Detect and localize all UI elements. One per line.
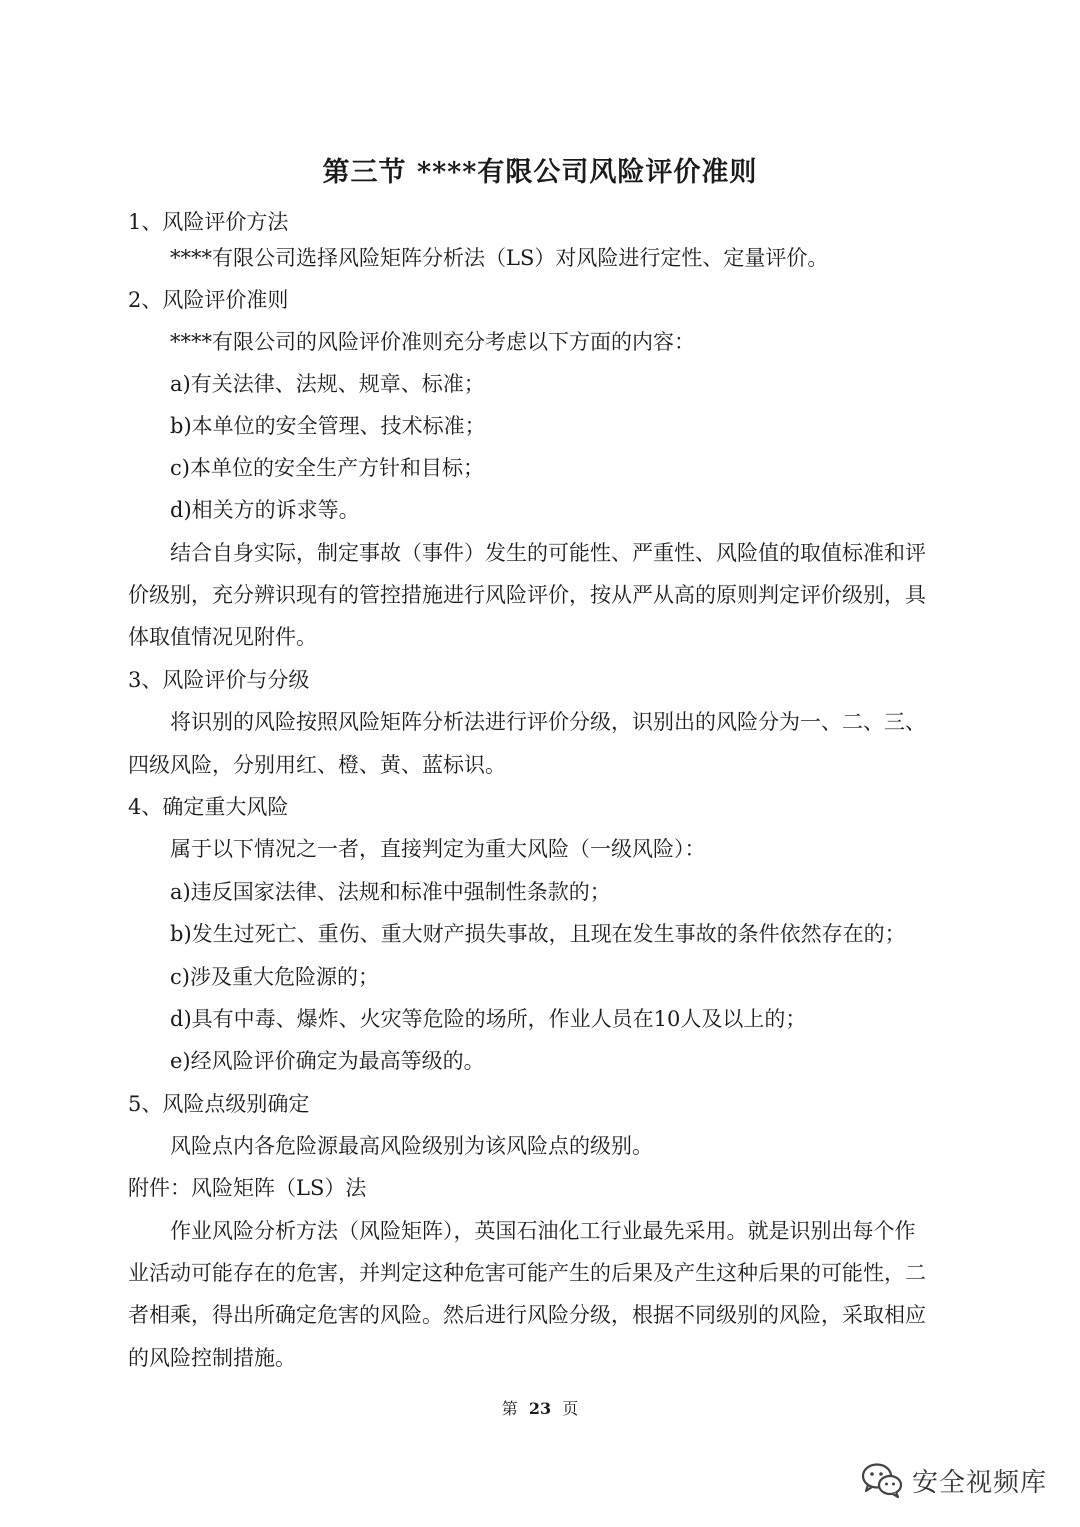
paragraph-line: 将识别的风险按照风险矩阵分析法进行评价分级，识别出的风险分为一、二、三、 xyxy=(170,710,926,734)
footer-suffix: 页 xyxy=(562,1399,579,1418)
paragraph-line: 价级别，充分辨识现有的管控措施进行风险评价，按从严从高的原则判定评价级别，具 xyxy=(128,583,926,607)
paragraph-line: ****有限公司选择风险矩阵分析法（LS）对风险进行定性、定量评价。 xyxy=(170,246,829,270)
list-item: c)本单位的安全生产方针和目标； xyxy=(170,456,484,480)
paragraph-line: 属于以下情况之一者，直接判定为重大风险（一级风险）： xyxy=(170,837,706,861)
paragraph-line: 体取值情况见附件。 xyxy=(128,625,317,649)
watermark xyxy=(860,1456,1047,1504)
list-item: d)相关方的诉求等。 xyxy=(170,498,360,522)
heading-4: 4、确定重大风险 xyxy=(128,795,289,819)
paragraph-line: 四级风险，分别用红、橙、黄、蓝标识。 xyxy=(128,753,506,777)
paragraph-line: ****有限公司的风险评价准则充分考虑以下方面的内容： xyxy=(170,330,695,354)
paragraph-line: 结合自身实际，制定事故（事件）发生的可能性、严重性、风险值的取值标准和评 xyxy=(170,541,926,565)
footer-prefix: 第 xyxy=(501,1399,518,1418)
wechat-icon xyxy=(860,1460,904,1500)
list-item: a)违反国家法律、法规和标准中强制性条款的； xyxy=(170,880,611,904)
paragraph-line: 风险点内各危险源最高风险级别为该风险点的级别。 xyxy=(170,1134,653,1158)
list-item: b)本单位的安全管理、技术标准； xyxy=(170,414,486,438)
heading-3: 3、风险评价与分级 xyxy=(128,668,310,692)
heading-5: 5、风险点级别确定 xyxy=(128,1092,310,1116)
watermark-text: 安全视频库 xyxy=(912,1467,1048,1498)
page-footer xyxy=(0,1396,1080,1419)
list-item: d)具有中毒、爆炸、火灾等危险的场所，作业人员在10人及以上的； xyxy=(170,1007,807,1031)
heading-2: 2、风险评价准则 xyxy=(128,288,289,312)
page-number: 23 xyxy=(528,1399,552,1418)
paragraph-line: 作业风险分析方法（风险矩阵），英国石油化工行业最先采用。就是识别出每个作 xyxy=(170,1219,916,1243)
paragraph-line: 的风险控制措施。 xyxy=(128,1346,296,1370)
list-item: a)有关法律、法规、规章、标准； xyxy=(170,372,485,396)
paragraph-line: 业活动可能存在的危害，并判定这种危害可能产生的后果及产生这种后果的可能性，二 xyxy=(128,1261,926,1285)
list-item: c)涉及重大危险源的； xyxy=(170,965,379,989)
list-item: e)经风险评价确定为最高等级的。 xyxy=(170,1049,485,1073)
appendix-heading: 附件：风险矩阵（LS）法 xyxy=(128,1176,367,1200)
heading-1: 1、风险评价方法 xyxy=(128,210,289,234)
paragraph-line: 者相乘，得出所确定危害的风险。然后进行风险分级，根据不同级别的风险，采取相应 xyxy=(128,1303,926,1327)
section-title: 第三节 ****有限公司风险评价准则 xyxy=(322,157,758,188)
list-item: b)发生过死亡、重伤、重大财产损失事故，且现在发生事故的条件依然存在的； xyxy=(170,922,906,946)
